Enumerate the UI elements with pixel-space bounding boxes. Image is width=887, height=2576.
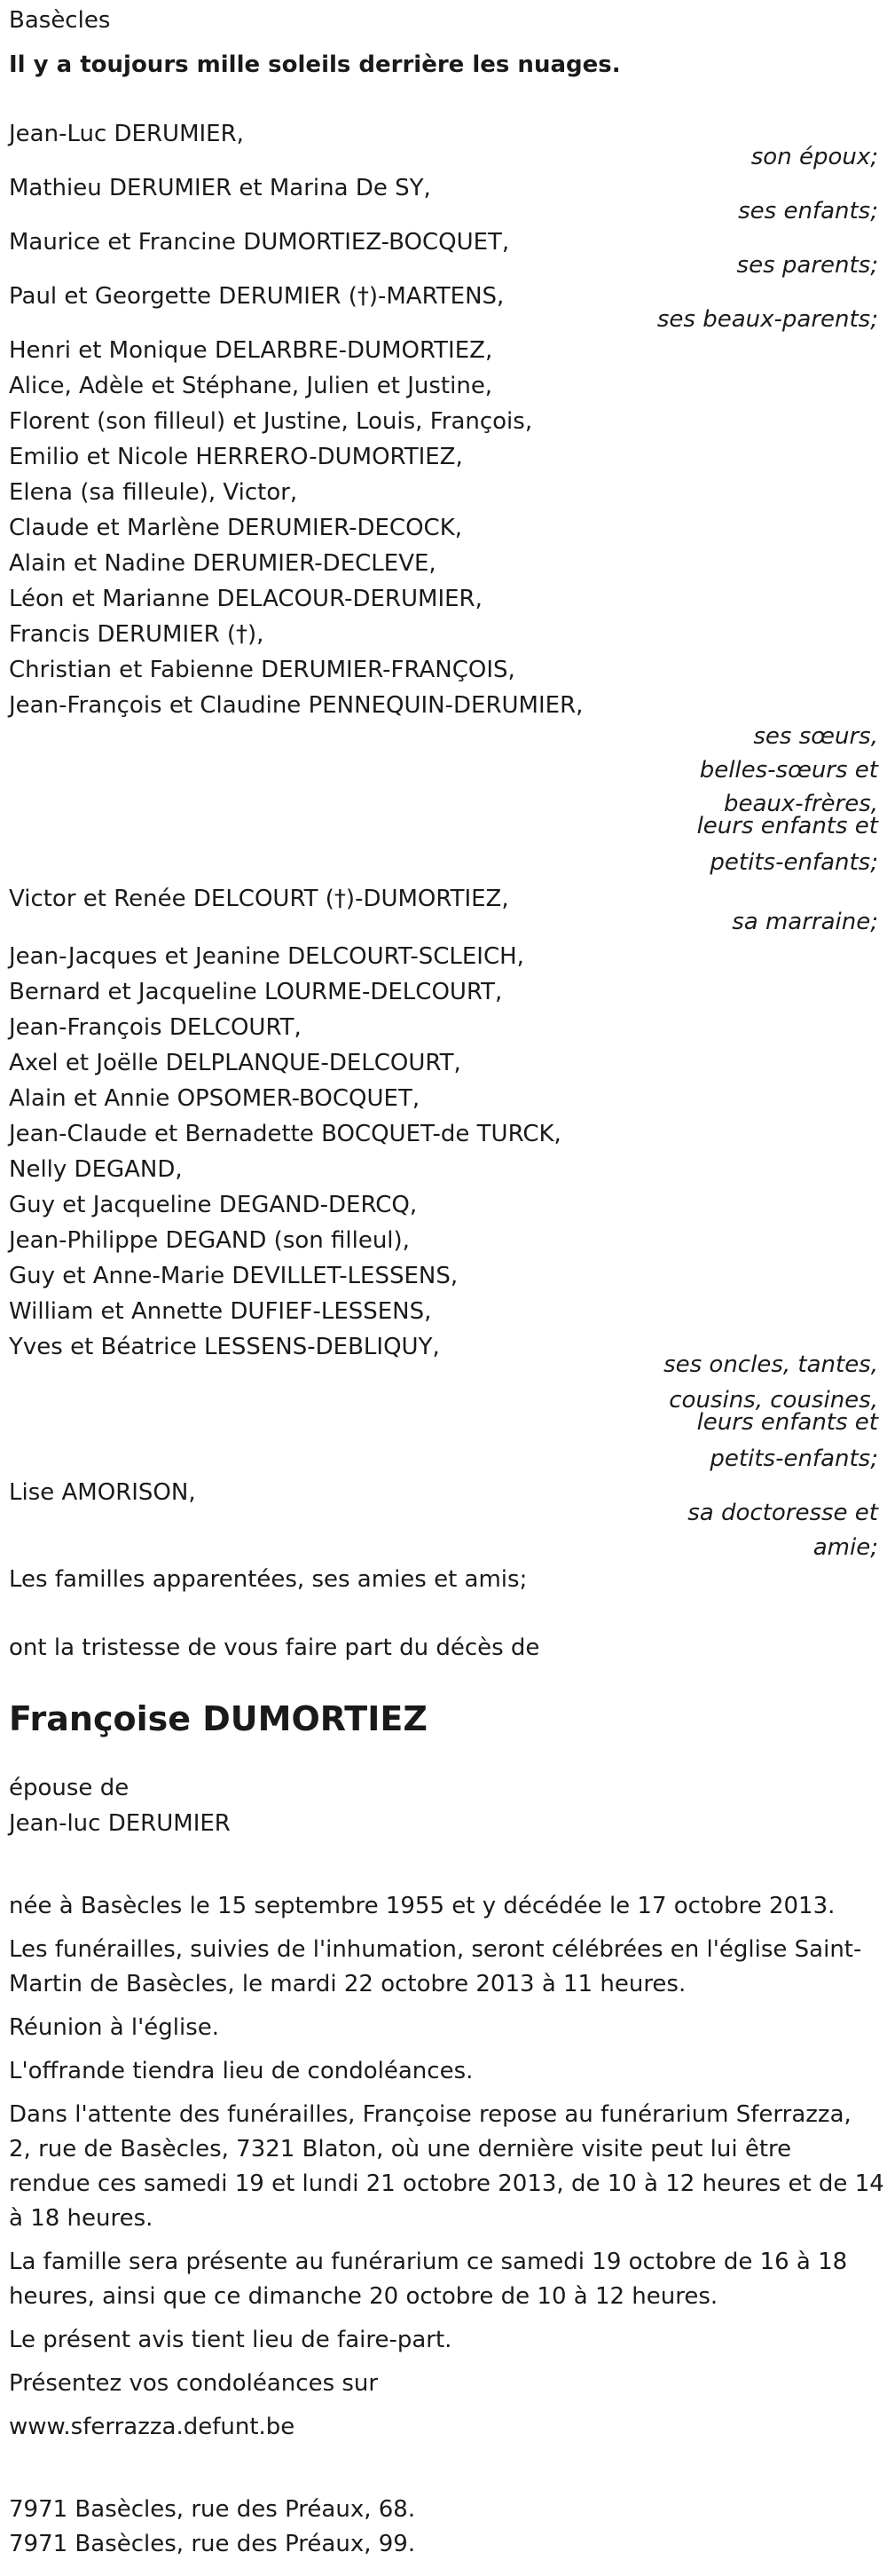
family-name: Paul et Georgette DERUMIER (†)-MARTENS, [9,283,505,310]
family-relation: ses enfants; [738,198,878,225]
family-presence-info: La famille sera présente au funérarium ce samedi 19 octobre de 16 à 18 [9,2249,848,2275]
notice-info: Le présent avis tient lieu de faire-part. [9,2327,452,2353]
family-relation: sa marraine; [732,909,878,935]
family-relation: amie; [812,1534,878,1561]
funeral-info: Martin de Basècles, le mardi 22 octobre 2013 à 11 heures. [9,1971,687,1997]
family-relation: leurs enfants et [696,1409,878,1436]
family-relation: sa doctoresse et [687,1500,878,1526]
family-relation: belles-sœurs et [699,757,878,784]
family-name: Guy et Anne-Marie DEVILLET-LESSENS, [9,1263,459,1289]
family-name: Jean-François et Claudine PENNEQUIN-DERUMIER, [9,692,584,719]
family-name: Jean-Luc DERUMIER, [9,121,244,147]
family-name: Les familles apparentées, ses amies et amis; [9,1566,528,1593]
family-relation: ses beaux-parents; [656,306,878,333]
family-name: Yves et Béatrice LESSENS-DEBLIQUY, [9,1334,440,1360]
announcement: ont la tristesse de vous faire part du décès de [9,1635,540,1661]
family-relation: petits-enfants; [710,1446,878,1472]
family-name: Christian et Fabienne DERUMIER-FRANÇOIS, [9,657,515,683]
address-line: 7971 Basècles, rue des Préaux, 99. [9,2531,416,2557]
family-name: Florent (son filleul) et Justine, Louis, François, [9,408,533,435]
family-relation: ses sœurs, [753,723,878,750]
family-relation: beaux-frères, [723,791,878,817]
family-relation: ses oncles, tantes, [663,1351,878,1378]
family-relation: leurs enfants et [696,813,878,839]
family-relation: ses parents; [736,252,878,279]
motto: Il y a toujours mille soleils derrière les nuages. [9,51,621,78]
funeral-info: Les funérailles, suivies de l'inhumation, seront célébrées en l'église Saint- [9,1936,862,1963]
family-presence-info: heures, ainsi que ce dimanche 20 octobre de 10 à 12 heures. [9,2283,718,2310]
family-name: Jean-Claude et Bernadette BOCQUET-de TURCK, [9,1121,561,1147]
family-name: Léon et Marianne DELACOUR-DERUMIER, [9,586,483,612]
offering-info: L'offrande tiendra lieu de condoléances. [9,2058,474,2084]
viewing-info: Dans l'attente des funérailles, Françoise repose au funérarium Sferrazza, [9,2101,852,2128]
family-name: Elena (sa filleule), Victor, [9,479,298,506]
family-name: Jean-Jacques et Jeanine DELCOURT-SCLEICH, [9,943,524,970]
family-name: Alice, Adèle et Stéphane, Julien et Justine, [9,373,493,399]
family-name: William et Annette DUFIEF-LESSENS, [9,1298,432,1325]
deceased-name: Françoise DUMORTIEZ [9,1699,428,1738]
viewing-info: 2, rue de Basècles, 7321 Blaton, où une dernière visite peut lui être [9,2136,792,2162]
location-header: Basècles [9,7,111,34]
condolences-url: www.sferrazza.defunt.be [9,2414,295,2440]
family-name: Claude et Marlène DERUMIER-DECOCK, [9,515,463,541]
address-line: 7971 Basècles, rue des Préaux, 68. [9,2496,416,2523]
family-name: Francis DERUMIER (†), [9,621,264,648]
viewing-info: à 18 heures. [9,2205,153,2232]
family-name: Alain et Annie OPSOMER-BOCQUET, [9,1085,420,1112]
family-name: Maurice et Francine DUMORTIEZ-BOCQUET, [9,229,510,256]
family-relation: petits-enfants; [710,849,878,876]
family-name: Nelly DEGAND, [9,1156,183,1183]
family-name: Alain et Nadine DERUMIER-DECLEVE, [9,550,436,577]
viewing-info: rendue ces samedi 19 et lundi 21 octobre 2013, de 10 à 12 heures et de 14 [9,2170,884,2197]
family-name: Victor et Renée DELCOURT (†)-DUMORTIEZ, [9,886,509,912]
birth-death-info: née à Basècles le 15 septembre 1955 et y décédée le 17 octobre 2013. [9,1893,836,1919]
family-name: Mathieu DERUMIER et Marina De SY, [9,175,431,201]
condolences-info: Présentez vos condoléances sur [9,2370,379,2397]
spouse-name: Jean-luc DERUMIER [9,1810,231,1837]
family-name: Bernard et Jacqueline LOURME-DELCOURT, [9,979,503,1005]
reunion-info: Réunion à l'église. [9,2014,220,2041]
family-name: Axel et Joëlle DELPLANQUE-DELCOURT, [9,1050,461,1076]
family-name: Jean-François DELCOURT, [9,1014,302,1041]
spouse-label: épouse de [9,1775,130,1801]
family-name: Emilio et Nicole HERRERO-DUMORTIEZ, [9,444,463,470]
family-name: Guy et Jacqueline DEGAND-DERCQ, [9,1192,418,1218]
family-name: Lise AMORISON, [9,1479,196,1506]
family-relation: cousins, cousines, [669,1387,878,1414]
family-relation: son époux; [750,144,878,170]
family-name: Jean-Philippe DEGAND (son filleul), [9,1227,410,1254]
family-name: Henri et Monique DELARBRE-DUMORTIEZ, [9,337,493,364]
